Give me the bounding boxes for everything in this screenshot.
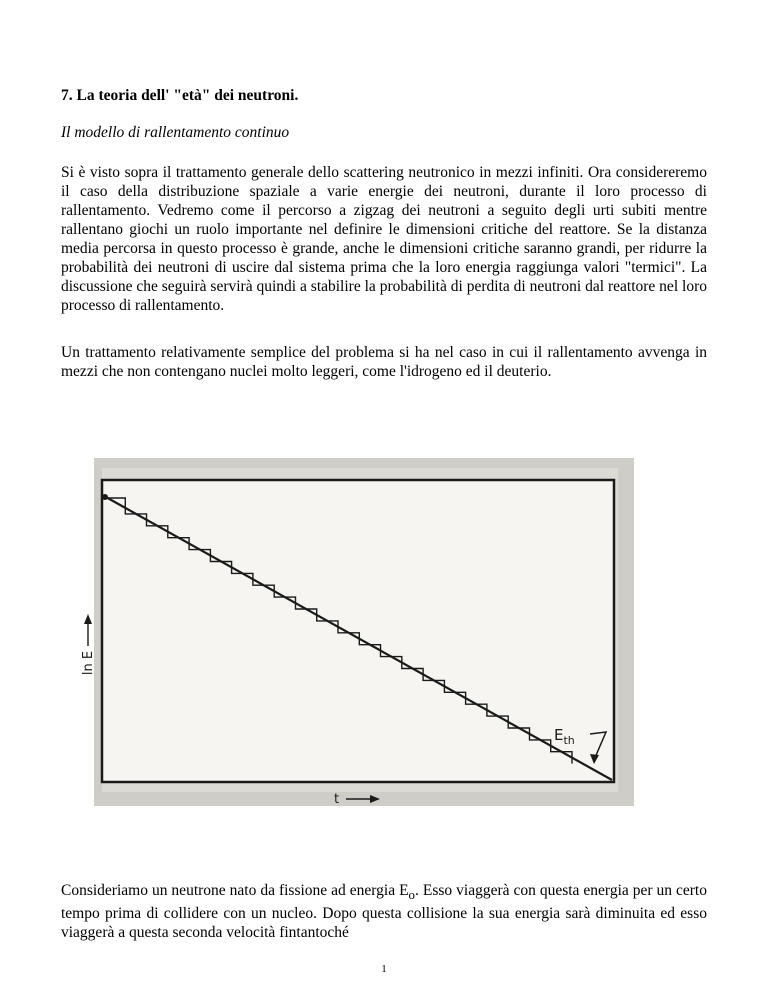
start-point-marker	[102, 494, 108, 500]
paragraph-3	[61, 881, 707, 942]
paragraph-3-start: Consideriamo un neutrone nato da fissione ad energia E	[61, 882, 409, 899]
y-axis-label: ln E	[81, 650, 96, 676]
paragraph-1: Si è visto sopra il trattamento generale dello scattering neutronico in mezzi infiniti. Ora considereremo il caso della distribuzione spaziale a varie energie dei neutroni, durante il loro processo di rallentamento. Vedremo come il percorso a zigzag dei neutroni a seguito degli urti subiti mentre rallentano giochi un ruolo importante nel definire le dimensioni critiche del reattore. Se la distanza media percorsa in questo processo è grande, anche le dimensioni critiche saranno grandi, per ridurre la probabilità dei neutroni di uscire dal sistema prima che la loro energia raggiunga valori "termici". La discussione che seguirà servirà quindi a stabilire la probabilità di perdita di neutroni dal reattore nel loro processo di rallentamento.	[61, 164, 707, 314]
page-number: 1	[381, 963, 387, 975]
plot-frame	[102, 480, 614, 782]
x-axis-label: t	[334, 792, 340, 807]
slowing-down-figure	[81, 458, 634, 807]
paragraph-3-end: . Esso viaggerà con questa energia per un certo tempo prima di collidere con un nucleo. Dopo questa collisione la sua energia sarà diminuita ed esso viaggerà a questa seconda velocità fintantoché	[61, 882, 707, 942]
subsection-heading: Il modello di rallentamento continuo	[61, 124, 290, 141]
energy-subscript: o	[408, 887, 415, 903]
y-axis-arrow-head	[84, 614, 92, 624]
threshold-energy-subscript: th	[563, 734, 575, 747]
threshold-energy-label: $E_{th}$	[554, 726, 575, 747]
slowing-down-diagram	[81, 458, 634, 807]
section-heading: 7. La teoria dell' "età" dei neutroni.	[61, 87, 299, 104]
paragraph-2: Un trattamento relativamente semplice del problema si ha nel caso in cui il rallentamento avvenga in mezzi che non contengano nuclei molto leggeri, come l'idrogeno ed il deuterio.	[61, 344, 707, 380]
